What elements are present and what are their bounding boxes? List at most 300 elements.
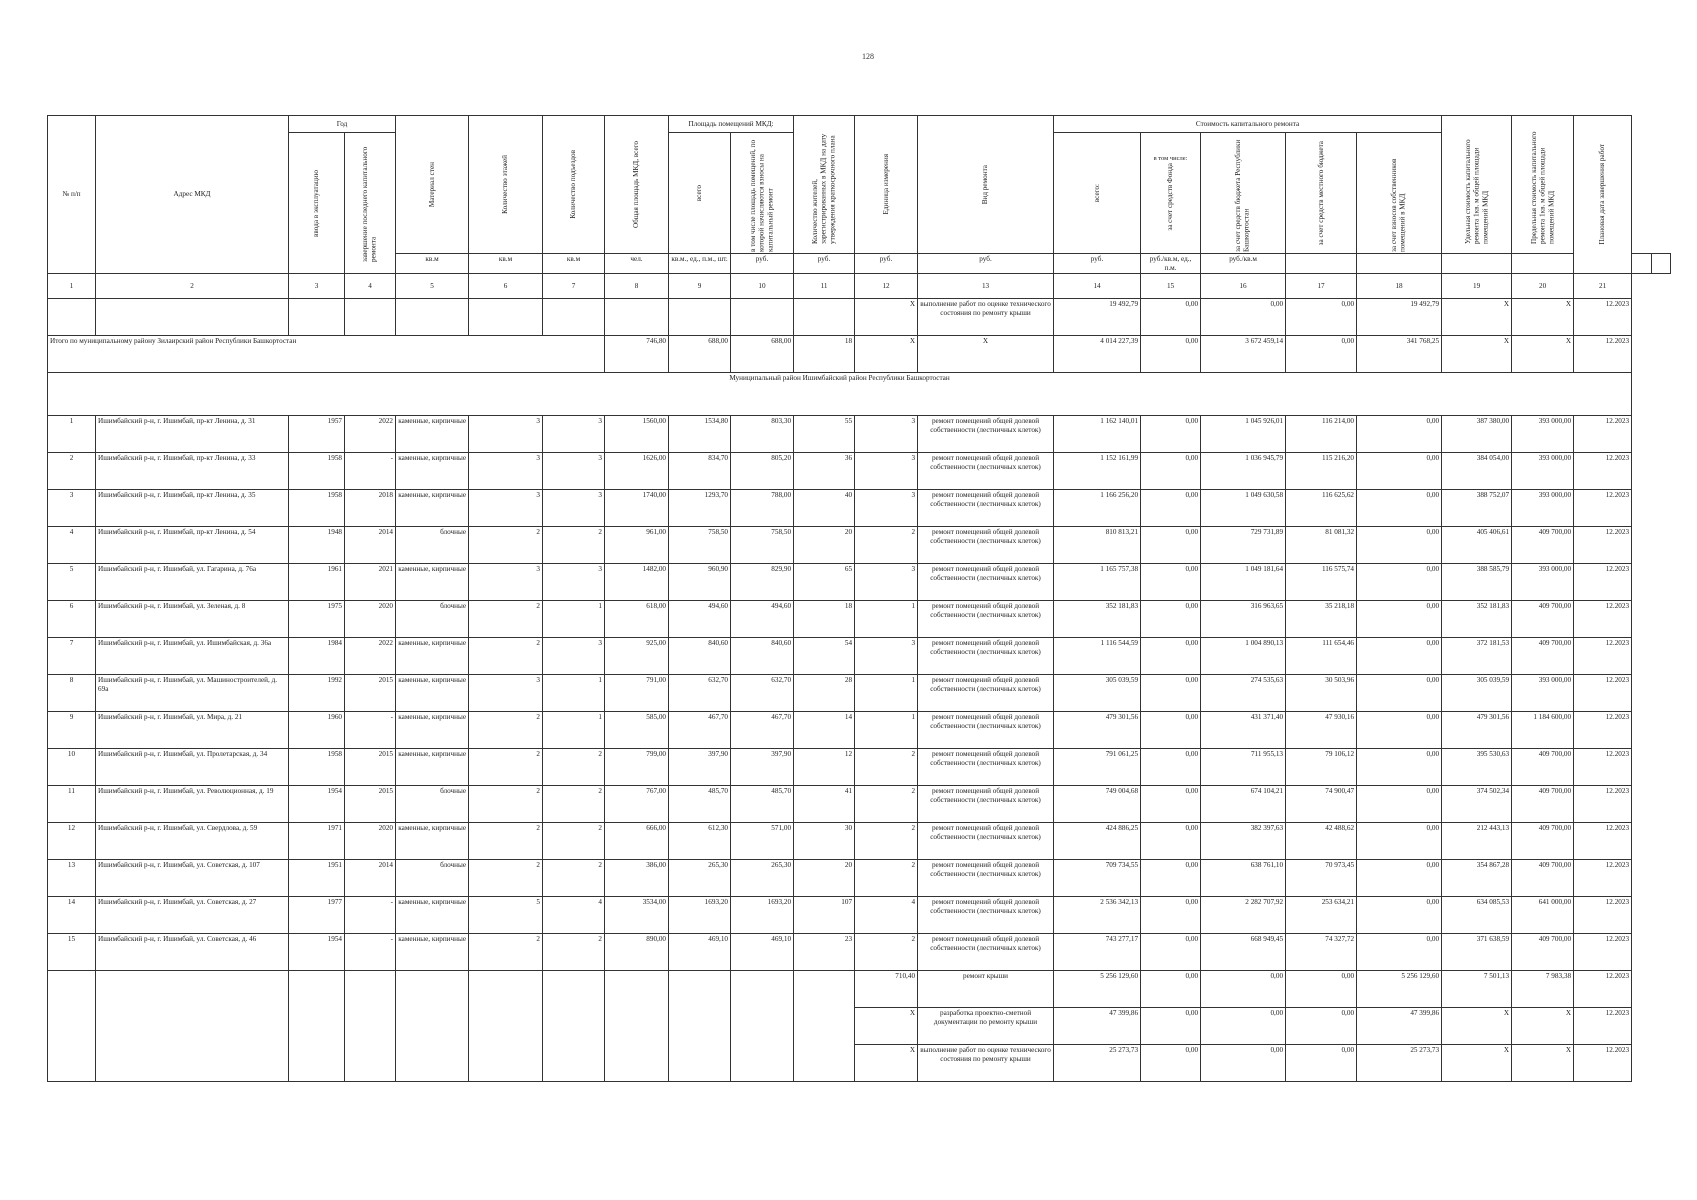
cell-limit: X [1512,1008,1574,1045]
cell-address: Ишимбайский р-н, г. Ишимбай, ул. Советская, д. 107 [96,860,289,897]
unit-cell: кв.м [396,254,469,274]
column-number: 19 [1442,274,1512,299]
table-row [48,564,1671,601]
header-cost-total: всего: [1054,133,1141,254]
cell-date: 12.2023 [1574,712,1632,749]
cell-residents: 12 [794,749,855,786]
table-row [48,934,1671,971]
cell-repair: ремонт помещений общей долевой собственности (лестничных клеток) [918,527,1054,564]
cell-fund: 0,00 [1141,971,1201,1008]
cell-year-commission: 1951 [289,860,345,897]
header-floors: Количество этажей [469,116,543,254]
cell-residents: 14 [794,712,855,749]
cell-address: Ишимбайский р-н, г. Ишимбай, ул. Революционная, д. 19 [96,786,289,823]
cell-local: 115 216,20 [1286,453,1357,490]
cell-row-number: 5 [48,564,96,601]
cell-fund: 0,00 [1141,860,1201,897]
table-row [48,860,1671,897]
cell-repair: ремонт помещений общей долевой собственности (лестничных клеток) [918,638,1054,675]
cell-owners: 0,00 [1357,786,1442,823]
cell-unit-cost: 371 638,59 [1442,934,1512,971]
cell-date: 12.2023 [1574,1045,1632,1082]
cell-wall-material: каменные, кирпичные [396,897,469,934]
cell-area-all: 467,70 [669,712,731,749]
cell-repair: ремонт помещений общей долевой собственности (лестничных клеток) [918,453,1054,490]
table-row [48,675,1671,712]
cell-owners: 0,00 [1357,897,1442,934]
cell-area-all: 612,30 [669,823,731,860]
cell-entrances: 3 [543,453,605,490]
cell-total: 2 536 342,13 [1054,897,1141,934]
cell-limit: 393 000,00 [1512,490,1574,527]
cell-unit: 710,40 [855,971,918,1008]
cell-area-fund: 803,30 [731,416,794,453]
cell-row-number: 15 [48,934,96,971]
unit-cell [1357,254,1442,274]
cell-wall-material: каменные, кирпичные [396,416,469,453]
cell-limit: 393 000,00 [1512,564,1574,601]
cell-rb: 431 371,40 [1201,712,1286,749]
column-number: 9 [669,274,731,299]
column-number: 15 [1141,274,1201,299]
header-total-area: Общая площадь МКД, всего [605,116,669,254]
cell-rb: 0,00 [1201,971,1286,1008]
column-number: 11 [794,274,855,299]
cell-date: 12.2023 [1574,675,1632,712]
cell-total: 4 014 227,39 [1054,336,1141,373]
cell-rb: 1 049 630,58 [1201,490,1286,527]
header-premises-area: Площадь помещений МКД: [669,116,794,133]
cell-total-area: 746,80 [605,336,669,373]
table-row [48,490,1671,527]
cell-area-all: 758,50 [669,527,731,564]
cell-year-last-repair: - [345,453,396,490]
cell-row-number: 11 [48,786,96,823]
cell-residents: 65 [794,564,855,601]
cell-address: Ишимбайский р-н, г. Ишимбай, ул. Зеленая, д. 8 [96,601,289,638]
cell-unit-cost: 388 585,79 [1442,564,1512,601]
cell-residents: 41 [794,786,855,823]
table-row [48,527,1671,564]
column-number: 5 [396,274,469,299]
cell-area-all: 1693,20 [669,897,731,934]
header-repair-type: Вид ремонта [918,116,1054,254]
cell-owners: 19 492,79 [1357,299,1442,336]
cell-area-all: 469,10 [669,934,731,971]
header-unit-cost: Удельная стоимость капитального ремонта 1кв. м общей площади помещений МКД [1442,116,1512,254]
cell-fund: 0,00 [1141,675,1201,712]
cell-year-last-repair: 2015 [345,749,396,786]
cell-owners: 25 273,73 [1357,1045,1442,1082]
cell-unit: 3 [855,638,918,675]
cell-floors: 2 [469,823,543,860]
cell-unit: 1 [855,675,918,712]
cell-entrances: 2 [543,934,605,971]
cell-area-all: 840,60 [669,638,731,675]
cell-limit: 409 700,00 [1512,823,1574,860]
column-numbers-row [48,274,1671,299]
cell-fund: 0,00 [1141,934,1201,971]
cell-fund: 0,00 [1141,490,1201,527]
cell-repair: выполнение работ по оценке технического состояния по ремонту крыши [918,1045,1054,1082]
cell-limit: X [1512,336,1574,373]
cell-date: 12.2023 [1574,601,1632,638]
cell-date: 12.2023 [1574,638,1632,675]
cell-unit: 2 [855,860,918,897]
cell-area-all: 834,70 [669,453,731,490]
cell-date: 12.2023 [1574,416,1632,453]
cell-entrances: 1 [543,601,605,638]
cell-total-area: 666,00 [605,823,669,860]
table-subrow [48,971,1671,1008]
cell-limit: 393 000,00 [1512,675,1574,712]
cell-repair: ремонт помещений общей долевой собственности (лестничных клеток) [918,416,1054,453]
cell-area-fund: 632,70 [731,675,794,712]
cell-fund: 0,00 [1141,1008,1201,1045]
table-row [48,416,1671,453]
cell-rb: 1 036 945,79 [1201,453,1286,490]
cell-unit-cost: X [1442,336,1512,373]
cell-area-fund: 829,90 [731,564,794,601]
cell-total-area: 618,00 [605,601,669,638]
cell-row-number: 7 [48,638,96,675]
cell-date: 12.2023 [1574,786,1632,823]
capital-repair-table [47,115,1671,1082]
cell-wall-material: каменные, кирпичные [396,638,469,675]
cell-unit-cost: 395 530,63 [1442,749,1512,786]
cell-total: 743 277,17 [1054,934,1141,971]
cell-floors: 2 [469,638,543,675]
cell-owners: 0,00 [1357,712,1442,749]
cell-owners: 0,00 [1357,564,1442,601]
cell-rb: 711 955,13 [1201,749,1286,786]
cell-date: 12.2023 [1574,299,1632,336]
cell-local: 70 973,45 [1286,860,1357,897]
cell-year-last-repair: 2015 [345,675,396,712]
cell-unit-cost: 384 054,00 [1442,453,1512,490]
cell-entrances: 3 [543,638,605,675]
cell-local: 0,00 [1286,299,1357,336]
cell-total-area: 799,00 [605,749,669,786]
column-number: 20 [1512,274,1574,299]
cell-unit: 2 [855,823,918,860]
cell-limit: 641 000,00 [1512,897,1574,934]
cell-total: 709 734,55 [1054,860,1141,897]
cell-owners: 0,00 [1357,638,1442,675]
cell-rb: 1 049 181,64 [1201,564,1286,601]
table-row [48,823,1671,860]
cell-row-number: 12 [48,823,96,860]
cell-entrances: 1 [543,675,605,712]
cell-rb: 0,00 [1201,1008,1286,1045]
cell-year-last-repair: - [345,712,396,749]
cell-local: 79 106,12 [1286,749,1357,786]
header-area-all: всего [669,133,731,254]
header-cost-fund: в том числе: за счет средств Фонда [1141,133,1201,254]
cell-unit: X [855,1045,918,1082]
unit-cell: руб./кв.м, ед., п.м. [1141,254,1201,274]
cell-residents: 30 [794,823,855,860]
cell-area-all: 688,00 [669,336,731,373]
cell-limit: 409 700,00 [1512,934,1574,971]
cell-unit-cost: 372 181,53 [1442,638,1512,675]
cell-entrances: 2 [543,823,605,860]
cell-repair: ремонт помещений общей долевой собственности (лестничных клеток) [918,490,1054,527]
cell-area-all: 485,70 [669,786,731,823]
cell-repair: разработка проектно-сметной документации по ремонту крыши [918,1008,1054,1045]
header-address: Адрес МКД [96,116,289,274]
header-no: № п/п [48,116,96,274]
cell-limit: 409 700,00 [1512,860,1574,897]
cell-unit-cost: 405 406,61 [1442,527,1512,564]
unit-cell: кв.м., ед., п.м., шт. [669,254,731,274]
cell-date: 12.2023 [1574,934,1632,971]
cell-entrances: 3 [543,490,605,527]
cell-total: 749 004,68 [1054,786,1141,823]
cell-unit: X [855,299,918,336]
table-row [48,786,1671,823]
cell-wall-material: каменные, кирпичные [396,934,469,971]
cell-address: Ишимбайский р-н, г. Ишимбай, ул. Пролетарская, д. 34 [96,749,289,786]
cell-fund: 0,00 [1141,336,1201,373]
cell-limit: X [1512,299,1574,336]
cell-total: 352 181,83 [1054,601,1141,638]
cell-area-fund: 467,70 [731,712,794,749]
cell-residents: 23 [794,934,855,971]
column-number: 14 [1054,274,1141,299]
header-area-fund: в том числе площадь помещений, по которой начисляются взносы на капитальный ремонт [731,133,794,254]
cell-floors: 3 [469,564,543,601]
cell-unit: 2 [855,786,918,823]
section-title: Муниципальный район Ишимбайский район Республики Башкортостан [48,373,1632,416]
cell-wall-material: блочные [396,860,469,897]
header-cost-local: за счет средств местного бюджета [1286,133,1357,254]
cell-area-all: 265,30 [669,860,731,897]
cell-floors: 2 [469,749,543,786]
cell-repair: ремонт помещений общей долевой собственности (лестничных клеток) [918,675,1054,712]
cell-rb: 729 731,89 [1201,527,1286,564]
cell-wall-material: каменные, кирпичные [396,712,469,749]
cell-rb: 668 949,45 [1201,934,1286,971]
cell-address: Ишимбайский р-н, г. Ишимбай, пр-кт Ленина, д. 33 [96,453,289,490]
table-subrow [48,1045,1671,1082]
cell-wall-material: каменные, кирпичные [396,823,469,860]
unit-cell [1651,254,1670,274]
cell-year-commission: 1958 [289,490,345,527]
cell-floors: 3 [469,416,543,453]
cell-unit-cost: 352 181,83 [1442,601,1512,638]
cell-row-number: 13 [48,860,96,897]
cell-limit: 409 700,00 [1512,786,1574,823]
header-entrances: Количество подъездов [543,116,605,254]
cell-row-number: 2 [48,453,96,490]
cell-rb: 316 963,65 [1201,601,1286,638]
cell-local: 74 900,47 [1286,786,1357,823]
cell-year-commission: 1960 [289,712,345,749]
cell-fund: 0,00 [1141,527,1201,564]
cell-area-fund: 788,00 [731,490,794,527]
cell-area-all: 494,60 [669,601,731,638]
cell-entrances: 2 [543,860,605,897]
header-cost-owners: за счет взносов собственников помещений в МКД [1357,133,1442,254]
cell-limit: 393 000,00 [1512,453,1574,490]
cell-total: 424 886,25 [1054,823,1141,860]
cell-owners: 47 399,86 [1357,1008,1442,1045]
cell-total-area: 1740,00 [605,490,669,527]
cell-local: 0,00 [1286,1008,1357,1045]
cell-limit: 409 700,00 [1512,527,1574,564]
cell-floors: 2 [469,601,543,638]
cell-row-number: 4 [48,527,96,564]
cell-total: 1 116 544,59 [1054,638,1141,675]
cell-year-commission: 1958 [289,749,345,786]
unit-cell [1286,254,1357,274]
cell-unit: 2 [855,527,918,564]
cell-local: 81 081,32 [1286,527,1357,564]
header-unit: Единица измерения [855,116,918,254]
cell-floors: 2 [469,527,543,564]
cell-unit: 4 [855,897,918,934]
cell-area-fund: 397,90 [731,749,794,786]
cell-date: 12.2023 [1574,860,1632,897]
cell-wall-material: каменные, кирпичные [396,749,469,786]
cell-address: Ишимбайский р-н, г. Ишимбай, ул. Свердлова, д. 59 [96,823,289,860]
cell-limit: 7 983,38 [1512,971,1574,1008]
cell-year-last-repair: 2020 [345,823,396,860]
cell-local: 116 625,62 [1286,490,1357,527]
cell-rb: 1 004 890,13 [1201,638,1286,675]
cell-owners: 5 256 129,60 [1357,971,1442,1008]
cell-repair: ремонт помещений общей долевой собственности (лестничных клеток) [918,897,1054,934]
cell-date: 12.2023 [1574,1008,1632,1045]
cell-entrances: 3 [543,564,605,601]
cell-area-fund: 1693,20 [731,897,794,934]
cell-total-area: 585,00 [605,712,669,749]
unit-cell: руб. [855,254,918,274]
cell-unit-cost: X [1442,1008,1512,1045]
cell-total-area: 791,00 [605,675,669,712]
cell-area-fund: 265,30 [731,860,794,897]
cell-year-commission: 1954 [289,934,345,971]
header-wall-material: Материал стен [396,116,469,254]
cell-local: 35 218,18 [1286,601,1357,638]
cell-total: 19 492,79 [1054,299,1141,336]
cell-local: 74 327,72 [1286,934,1357,971]
cell-row-number: 14 [48,897,96,934]
cell-area-fund: 469,10 [731,934,794,971]
header-residents: Количество жителей, зарегистрированных в МКД на дату утверждения краткосрочного плана [794,116,855,254]
column-number: 2 [96,274,289,299]
cell-repair: ремонт помещений общей долевой собственности (лестничных клеток) [918,860,1054,897]
unit-cell: чел. [605,254,669,274]
cell-area-fund: 571,00 [731,823,794,860]
unit-cell [1512,254,1574,274]
cell-rb: 274 535,63 [1201,675,1286,712]
cell-local: 0,00 [1286,336,1357,373]
cell-residents: 18 [794,336,855,373]
cell-residents: 20 [794,527,855,564]
cell-owners: 341 768,25 [1357,336,1442,373]
cell-unit-cost: 305 039,59 [1442,675,1512,712]
cell-year-last-repair: 2021 [345,564,396,601]
cell-unit: 1 [855,601,918,638]
cell-area-all: 397,90 [669,749,731,786]
cell-residents: 40 [794,490,855,527]
cell-repair: ремонт помещений общей долевой собственности (лестничных клеток) [918,934,1054,971]
cell-address: Ишимбайский р-н, г. Ишимбай, ул. Советская, д. 46 [96,934,289,971]
cell-fund: 0,00 [1141,1045,1201,1082]
cell-year-last-repair: 2015 [345,786,396,823]
subtotal-row [48,336,1671,373]
unit-cell: кв.м [543,254,605,274]
cell-local: 111 654,46 [1286,638,1357,675]
cell-address: Ишимбайский р-н, г. Ишимбай, ул. Гагарина, д. 76а [96,564,289,601]
cell-owners: 0,00 [1357,749,1442,786]
cell-address: Ишимбайский р-н, г. Ишимбай, пр-кт Ленина, д. 31 [96,416,289,453]
cell-rb: 0,00 [1201,299,1286,336]
cell-local: 47 930,16 [1286,712,1357,749]
column-number: 10 [731,274,794,299]
cell-rb: 3 672 459,14 [1201,336,1286,373]
cell-floors: 5 [469,897,543,934]
cell-unit: 3 [855,564,918,601]
cell-date: 12.2023 [1574,749,1632,786]
cell-entrances: 4 [543,897,605,934]
cell-owners: 0,00 [1357,823,1442,860]
cell-unit-cost: 634 085,53 [1442,897,1512,934]
cell-repair: X [918,336,1054,373]
cell-repair: ремонт помещений общей долевой собственности (лестничных клеток) [918,786,1054,823]
cell-floors: 3 [469,490,543,527]
cell-local: 253 634,21 [1286,897,1357,934]
cell-fund: 0,00 [1141,638,1201,675]
cell-date: 12.2023 [1574,897,1632,934]
cell-total: 479 301,56 [1054,712,1141,749]
cell-local: 30 503,96 [1286,675,1357,712]
cell-repair: ремонт помещений общей долевой собственности (лестничных клеток) [918,749,1054,786]
cell-year-commission: 1975 [289,601,345,638]
column-number: 1 [48,274,96,299]
column-number: 4 [345,274,396,299]
header-cost: Стоимость капитального ремонта [1054,116,1442,133]
cell-total-area: 925,00 [605,638,669,675]
cell-year-commission: 1957 [289,416,345,453]
cell-row-number: 8 [48,675,96,712]
cell-year-last-repair: 2014 [345,860,396,897]
cell-rb: 1 045 926,01 [1201,416,1286,453]
cell-unit-cost: X [1442,299,1512,336]
cell-total-area: 386,00 [605,860,669,897]
column-number: 12 [855,274,918,299]
cell-area-all: 632,70 [669,675,731,712]
cell-unit-cost: 479 301,56 [1442,712,1512,749]
cell-entrances: 2 [543,527,605,564]
cell-residents: 55 [794,416,855,453]
cell-entrances: 2 [543,786,605,823]
cell-limit: 393 000,00 [1512,416,1574,453]
cell-rb: 382 397,63 [1201,823,1286,860]
header-limit-cost: Предельная стоимость капитального ремонта 1кв. м общей площади помещений МКД [1512,116,1574,254]
cell-owners: 0,00 [1357,453,1442,490]
cell-year-commission: 1954 [289,786,345,823]
header-row-1 [48,116,1671,133]
cell-area-fund: 758,50 [731,527,794,564]
unit-cell [1632,254,1651,274]
cell-year-commission: 1958 [289,453,345,490]
cell-year-last-repair: 2014 [345,527,396,564]
cell-fund: 0,00 [1141,453,1201,490]
cell-unit: 3 [855,490,918,527]
